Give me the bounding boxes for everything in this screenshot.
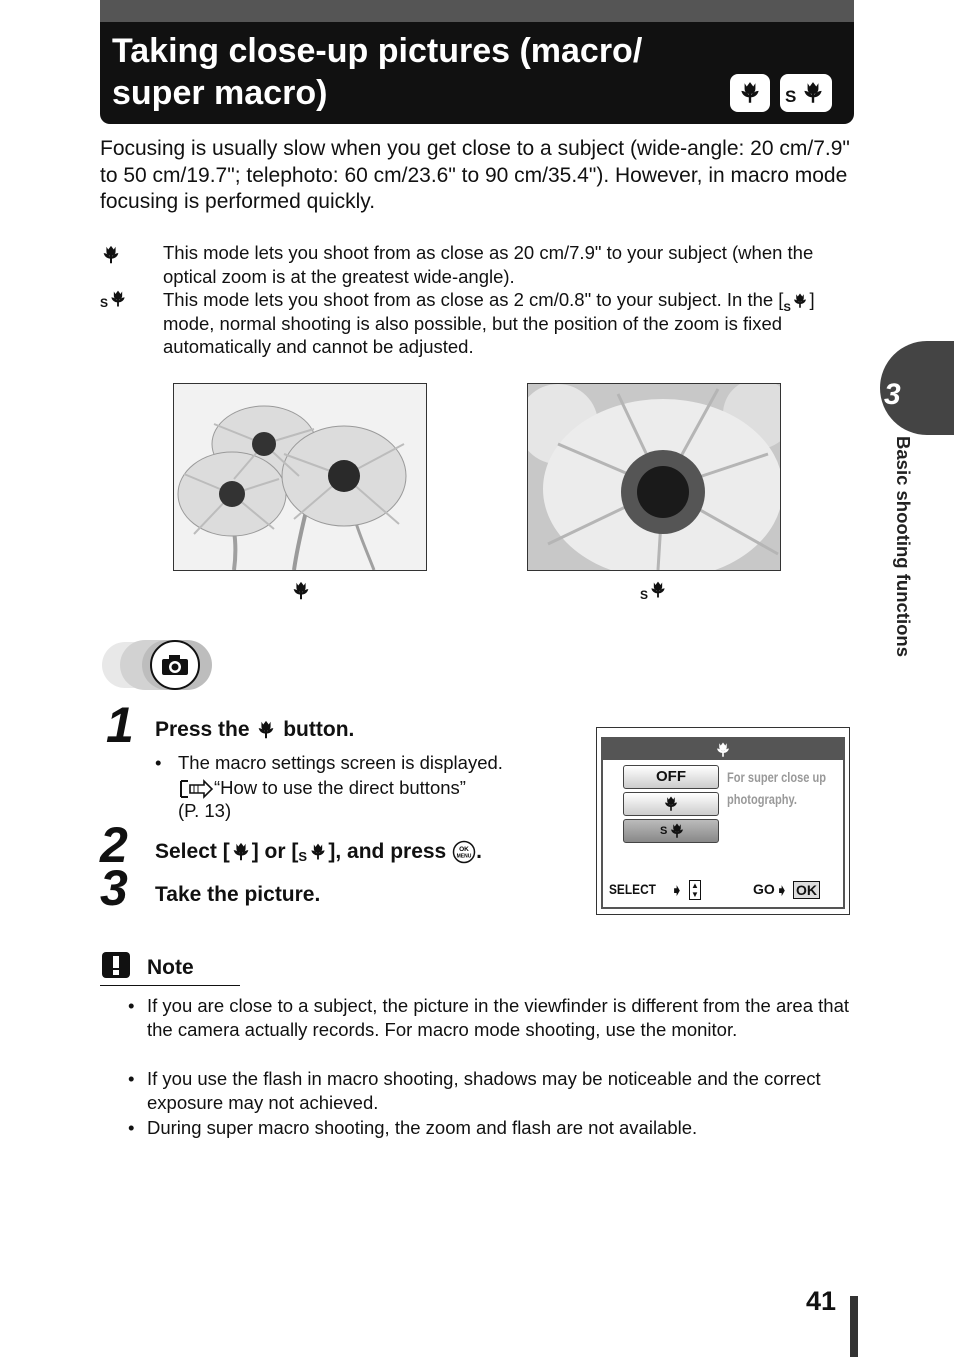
ok-menu-button-icon bbox=[452, 840, 476, 864]
step-number: 2 bbox=[100, 817, 128, 873]
arrow-right-icon: ➧ bbox=[776, 882, 788, 898]
macro-description: This mode lets you shoot from as close as 20 cm/7.9" to your subject (when the optical zoom is at the greatest wide-angle). bbox=[163, 242, 814, 287]
super-macro-icon: S bbox=[298, 841, 328, 863]
macro-icon bbox=[714, 741, 732, 759]
step-number: 1 bbox=[106, 697, 134, 753]
step-1-reference: “How to use the direct buttons” bbox=[178, 777, 466, 799]
chapter-label: Basic shooting functions bbox=[893, 436, 914, 657]
page-edge-bar bbox=[850, 1296, 858, 1357]
super-macro-icon: S bbox=[100, 289, 126, 311]
screen-description: For super close up photography. bbox=[727, 770, 827, 807]
macro-icon bbox=[662, 795, 680, 813]
step-1-subtext: The macro settings screen is displayed. bbox=[178, 752, 503, 773]
note-bullet: • bbox=[128, 1117, 135, 1138]
menu-item-macro[interactable] bbox=[623, 792, 719, 816]
shooting-mode-badge bbox=[102, 640, 212, 690]
svg-text:OK: OK bbox=[459, 846, 469, 854]
macro-button-icon bbox=[255, 719, 277, 741]
macro-icon bbox=[668, 822, 686, 840]
title-bar-top-strip bbox=[100, 0, 854, 22]
note-heading: Note bbox=[147, 956, 194, 979]
reference-icon bbox=[178, 779, 214, 799]
step-2-text: Select [ ] or [ S ], and press OK MENU . bbox=[155, 840, 482, 865]
note-divider bbox=[100, 985, 240, 986]
super-macro-icon: S bbox=[640, 580, 666, 602]
note-icon bbox=[102, 952, 130, 978]
step-1-page-ref: (P. 13) bbox=[178, 800, 232, 821]
macro-icon bbox=[230, 841, 252, 863]
note-item: If you are close to a subject, the picture in the viewfinder is different from the area that the camera actually records. For macro mode shooting, use the monitor. bbox=[147, 995, 850, 1040]
screen-frame bbox=[601, 737, 845, 909]
ok-icon: OK bbox=[793, 881, 820, 899]
super-macro-description: This mode lets you shoot from as close as 2 cm/0.8" to your subject. In the [ S ] mode, normal shooting is also possible, but the position of the zoom is fixed automatically and cannot be adjusted. bbox=[163, 289, 815, 357]
screen-header bbox=[603, 739, 843, 760]
note-item: During super macro shooting, the zoom and flash are not available. bbox=[147, 1117, 698, 1138]
svg-text:MENU: MENU bbox=[456, 853, 472, 860]
camera-icon bbox=[150, 640, 200, 690]
note-bullet: • bbox=[128, 995, 135, 1016]
page-title: Taking close-up pictures (macro/ super macro) bbox=[112, 32, 643, 112]
title-bar bbox=[100, 0, 854, 124]
step-1-text: Press the button. bbox=[155, 718, 355, 741]
menu-item-off[interactable]: OFF bbox=[623, 765, 719, 789]
note-item: If you use the flash in macro shooting, shadows may be noticeable and the correct exposure may not achieved. bbox=[147, 1068, 821, 1113]
macro-icon bbox=[290, 580, 316, 602]
step-3-text: Take the picture. bbox=[155, 883, 321, 906]
step-1-bullet: • bbox=[155, 752, 162, 773]
screen-footer: SELECT ➧ ▲ ▼ GO ➧ OK bbox=[609, 881, 839, 897]
menu-item-super-macro[interactable]: S bbox=[623, 819, 719, 843]
macro-icon bbox=[100, 244, 126, 266]
note-bullet: • bbox=[128, 1068, 135, 1089]
up-down-icon: ▲ ▼ bbox=[689, 880, 701, 900]
macro-icon bbox=[730, 74, 770, 112]
step-number: 3 bbox=[100, 860, 128, 916]
macro-settings-screen bbox=[596, 727, 850, 915]
intro-paragraph: Focusing is usually slow when you get close to a subject (wide-angle: 20 cm/7.9" to 50 cm/19.7"; telephoto: 60 cm/23.6" to 90 cm/35.4"). However, in macro mode focusing is performed quickly. bbox=[100, 137, 850, 213]
macro-sample-photo bbox=[173, 383, 427, 571]
arrow-right-icon: ➧ bbox=[671, 882, 683, 898]
super-macro-icon: S bbox=[780, 74, 832, 112]
page-number: 41 bbox=[806, 1286, 837, 1316]
super-macro-sample-photo bbox=[527, 383, 781, 571]
super-macro-icon: S bbox=[783, 291, 809, 311]
chapter-number: 3 bbox=[884, 378, 901, 411]
